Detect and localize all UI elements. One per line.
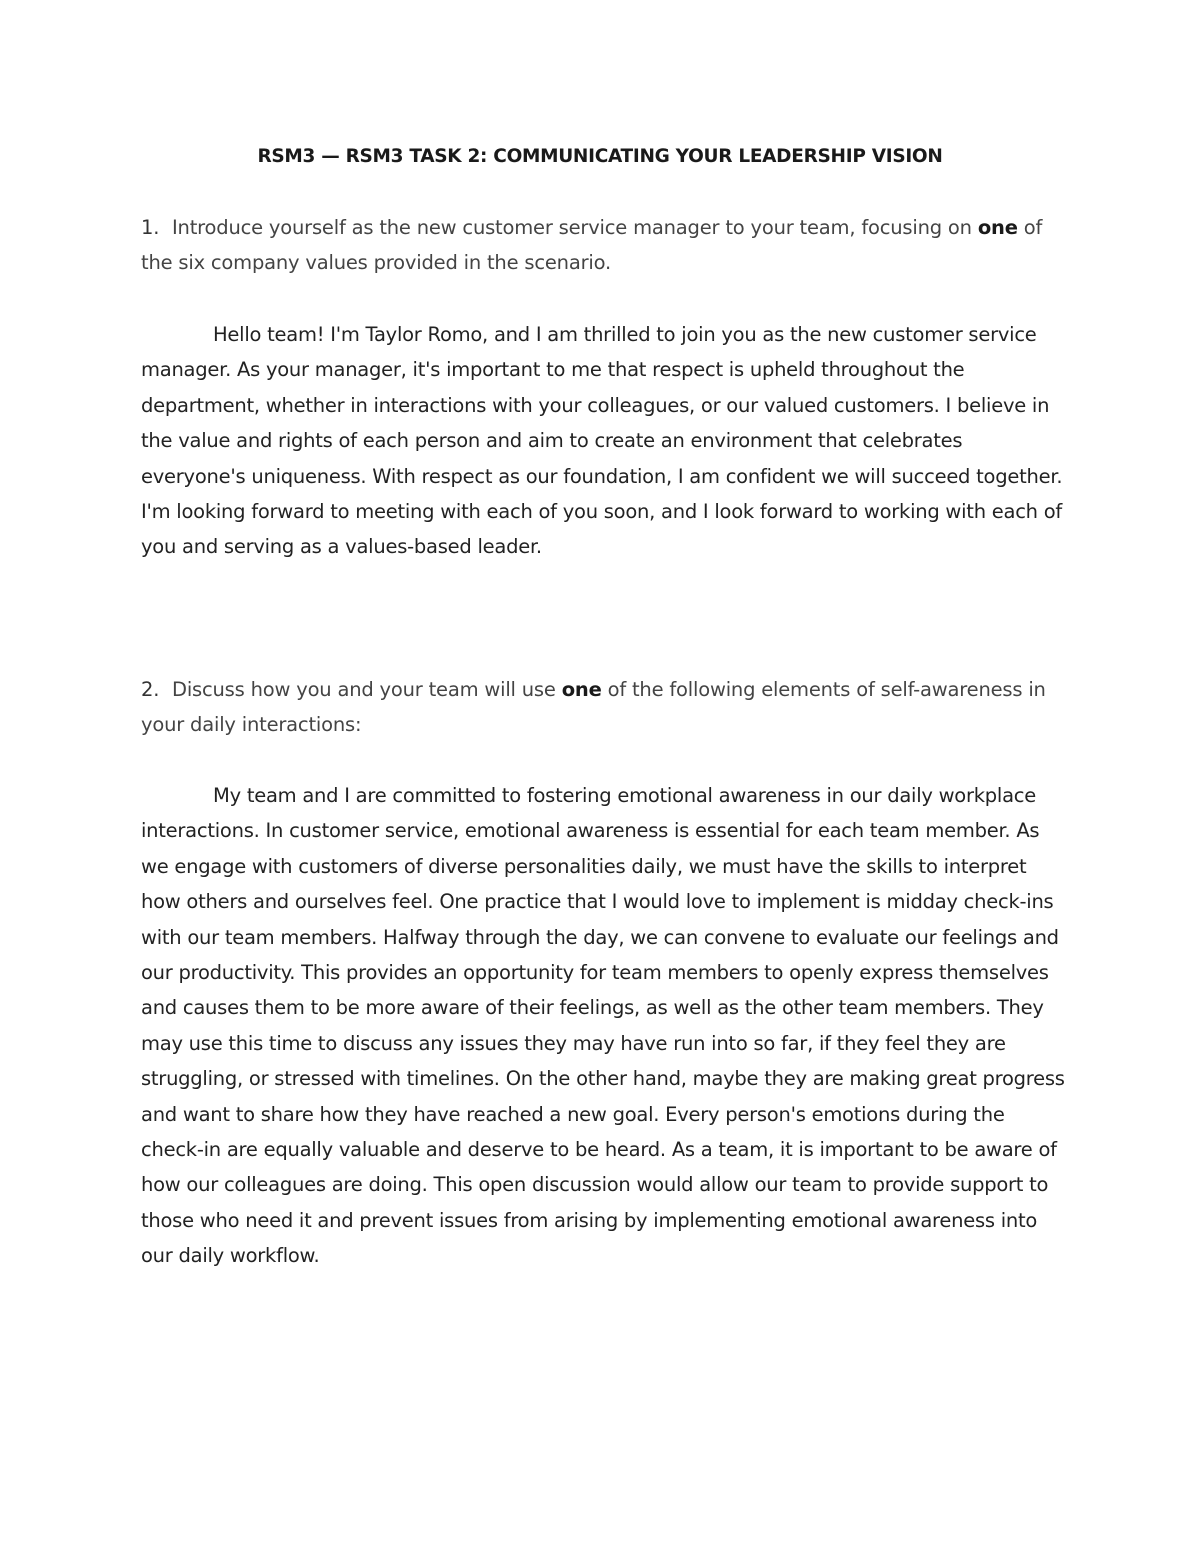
question-2-prompt-text-end: of the following elements of self-awareness in your daily interactions: — [141, 678, 1046, 737]
question-2-answer: My team and I are committed to fostering emotional awareness in our daily workplace interactions. In customer service, emotional awareness is essential for each team member. As we engage with customers of diverse personalities daily, we must have the skills to interpret how others and ourselves feel. One practice that I would love to implement is midday check-ins with our team members. Halfway through the day, we can convene to evaluate our feelings and our productivity. This provides an opportunity for team members to openly express themselves and causes them to be more aware of their feelings, as well as the other team members. They may use this time to discuss any issues they may have run into so far, if they feel they are struggling, or stressed with timelines. On the other hand, maybe they are making great progress and want to share how they have reached a new goal. Every person's emotions during the check-in are equally valuable and deserve to be heard. As a team, it is important to be aware of how our colleagues are doing. This open discussion would allow our team to provide support to those who need it and prevent issues from arising by implementing emotional awareness into our daily workflow. — [141, 784, 1065, 1268]
question-1-emphasis: one — [977, 216, 1018, 239]
question-2-number: 2. — [141, 678, 160, 701]
question-1-prompt — [141, 210, 1071, 281]
question-1-answer: Hello team! I'm Taylor Romo, and I am thrilled to join you as the new customer service manager. As your manager, it's important to me that respect is upheld throughout the department, whether in interactions with your colleagues, or our valued customers. I believe in the value and rights of each person and aim to create an environment that celebrates everyone's uniqueness. With respect as our foundation, I am confident we will succeed together. I'm looking forward to meeting with each of you soon, and I look forward to working with each of you and serving as a values-based leader. — [141, 323, 1063, 559]
question-2-prompt — [141, 672, 1071, 743]
question-2-emphasis: one — [561, 678, 602, 701]
question-1-prompt-text: Introduce yourself as the new customer service manager to your team, focusing on — [172, 216, 978, 239]
question-2-prompt-text: Discuss how you and your team will use — [172, 678, 562, 701]
question-1-prompt-text-end: of the six company values provided in the scenario. — [141, 216, 1043, 275]
question-1-number: 1. — [141, 216, 160, 239]
document-title: RSM3 — RSM3 TASK 2: COMMUNICATING YOUR LEADERSHIP VISION — [257, 146, 943, 167]
